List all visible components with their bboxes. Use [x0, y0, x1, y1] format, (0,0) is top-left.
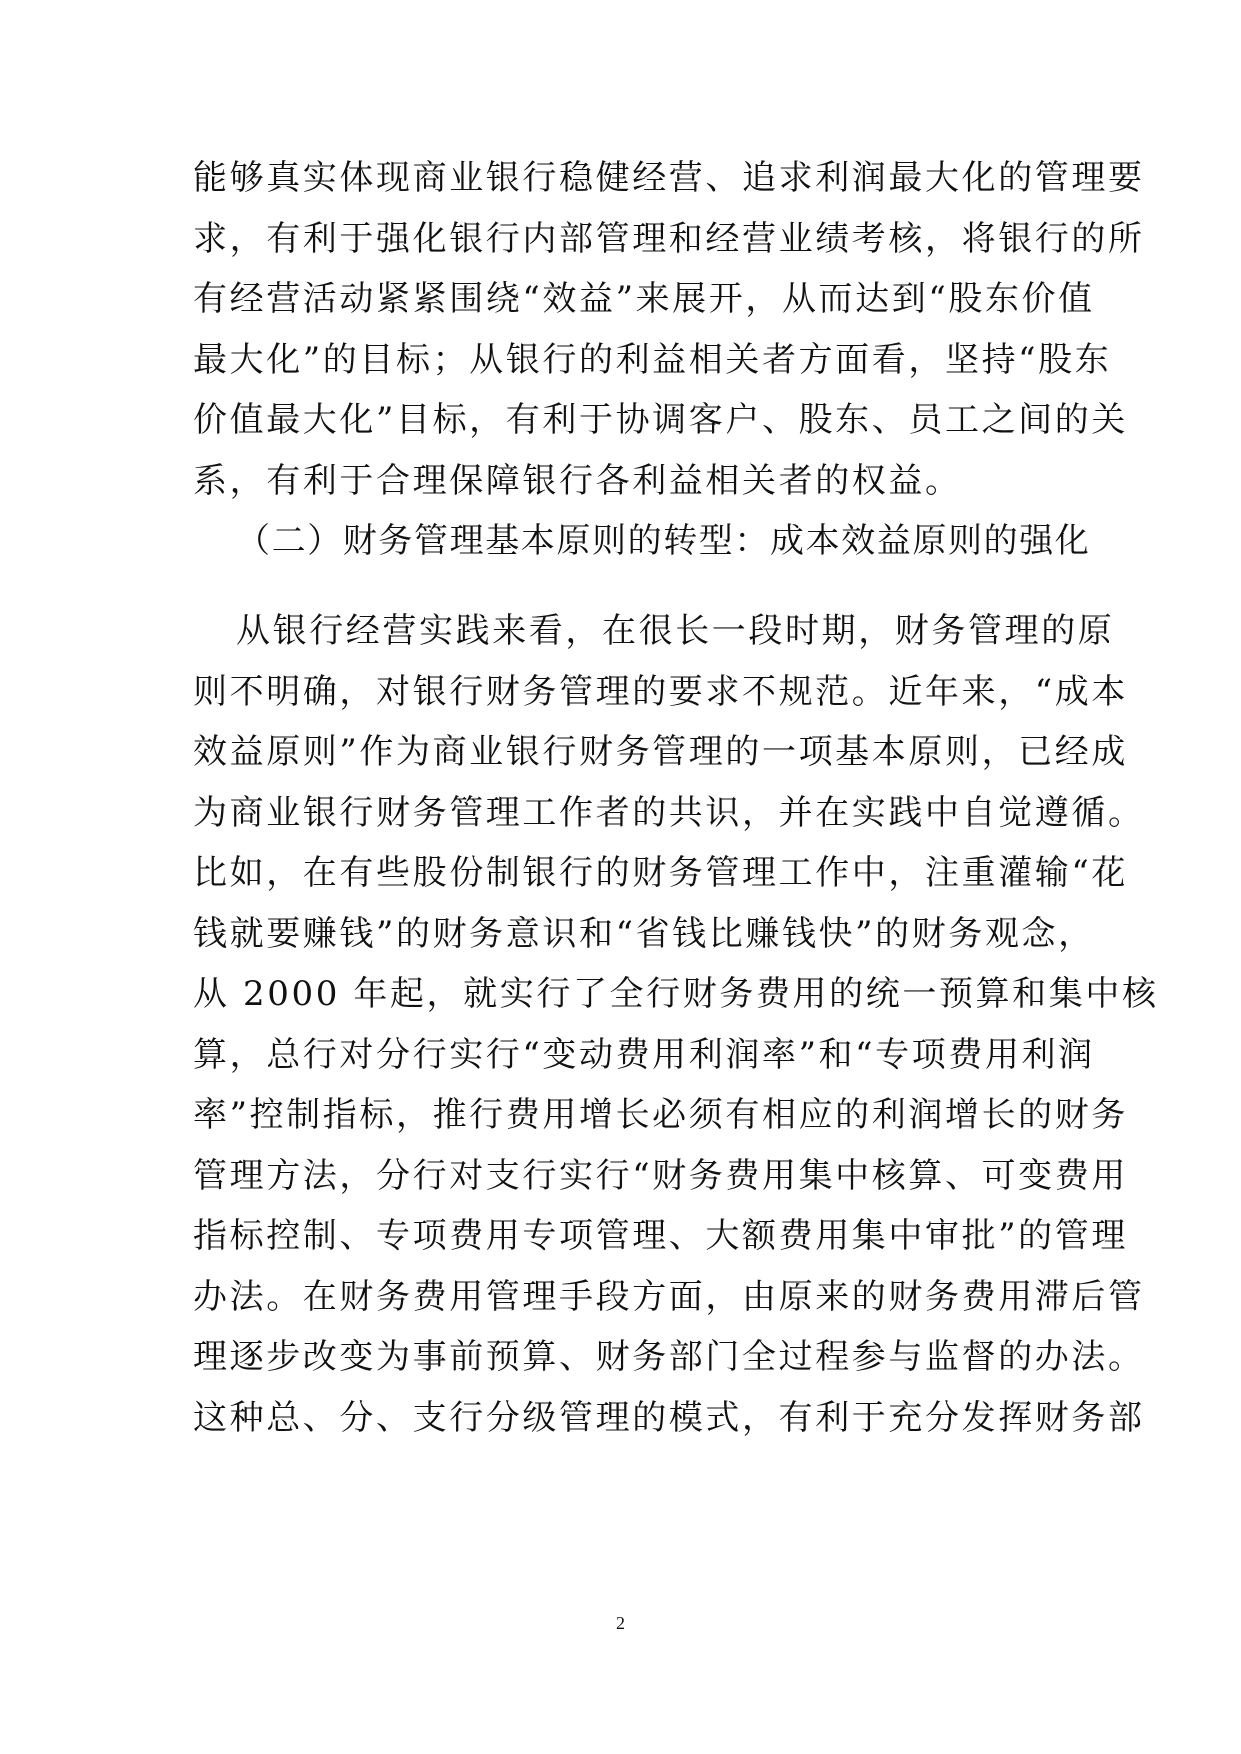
paragraph-2-line-9: 率”控制指标，推行费用增长必须有相应的利润增长的财务 [193, 1095, 1128, 1135]
paragraph-1-line-4: 最大化”的目标；从银行的利益相关者方面看，坚持“股东 [193, 340, 1112, 380]
section-heading: （二）财务管理基本原则的转型：成本效益原则的强化 [236, 521, 1091, 561]
paragraph-2-line-13: 理逐步改变为事前预算、财务部门全过程参与监督的办法。 [193, 1337, 1145, 1377]
paragraph-2-line-6: 钱就要赚钱”的财务意识和“省钱比赚钱快”的财务观念， [193, 914, 1095, 954]
paragraph-2-line-11: 指标控制、专项费用专项管理、大额费用集中审批”的管理 [193, 1216, 1128, 1256]
paragraph-2-line-10: 管理方法，分行对支行实行“财务费用集中核算、可变费用 [193, 1156, 1128, 1196]
paragraph-2-line-12: 办法。在财务费用管理手段方面，由原来的财务费用滞后管 [193, 1277, 1145, 1317]
paragraph-2-line-2: 则不明确，对银行财务管理的要求不规范。近年来，“成本 [193, 672, 1128, 712]
paragraph-1-line-3: 有经营活动紧紧围绕“效益”来展开，从而达到“股东价值 [193, 279, 1095, 319]
page-number: 2 [616, 1613, 625, 1633]
paragraph-2-line-1: 从银行经营实践来看，在很长一段时期，财务管理的原 [236, 611, 1115, 651]
paragraph-2-line-7: 从 2000 年起，就实行了全行财务费用的统一预算和集中核 [193, 974, 1159, 1014]
paragraph-1-line-2: 求，有利于强化银行内部管理和经营业绩考核，将银行的所 [193, 219, 1145, 259]
paragraph-2-line-14: 这种总、分、支行分级管理的模式，有利于充分发挥财务部 [193, 1398, 1145, 1438]
paragraph-2-line-4: 为商业银行财务管理工作者的共识，并在实践中自觉遵循。 [193, 793, 1145, 833]
paragraph-1-line-1: 能够真实体现商业银行稳健经营、追求利润最大化的管理要 [193, 158, 1145, 198]
paragraph-2-line-3: 效益原则”作为商业银行财务管理的一项基本原则，已经成 [193, 732, 1128, 772]
paragraph-1-line-6: 系，有利于合理保障银行各利益相关者的权益。 [193, 461, 962, 501]
paragraph-1-line-5: 价值最大化”目标，有利于协调客户、股东、员工之间的关 [193, 400, 1128, 440]
paragraph-2-line-8: 算，总行对分行实行“变动费用利润率”和“专项费用利润 [193, 1035, 1095, 1075]
paragraph-2-line-5: 比如，在有些股份制银行的财务管理工作中，注重灌输“花 [193, 853, 1128, 893]
